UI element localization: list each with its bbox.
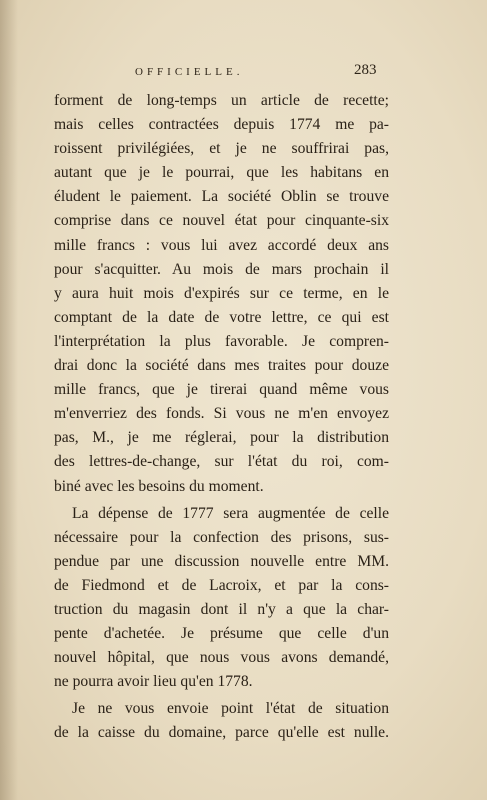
paragraph-first-line: Je ne vous envoie point l'état de situation [72,700,389,718]
text-line: de la caisse du domaine, parce qu'elle est nulle. [54,724,389,742]
text-line: nécessaire pour la confection des prisons, sus- [54,528,389,546]
text-line: comprise dans ce nouvel état pour cinquante-six [54,212,389,230]
text-line: y aura huit mois d'expirés sur ce terme, en le [54,284,389,302]
text-line: drai donc la société dans mes traites pour douze [54,357,389,375]
text-line: pente d'achetée. Je présume que celle d'un [54,625,389,643]
text-line: autant que je le pourrai, que les habitans en [54,164,389,182]
text-line: mille francs, que je tirerai quand même vous [54,381,389,399]
text-line: truction du magasin dont il n'y a que la char- [54,600,389,618]
body-text [54,89,389,746]
text-line: pas, M., je me réglerai, pour la distribution [54,429,389,447]
spine-shadow [0,0,18,800]
running-title: OFFICIELLE. [135,66,244,78]
page-number: 283 [354,62,377,78]
text-line: pendue par une discussion nouvelle entre MM. [54,552,389,570]
text-line: comptant de la date de votre lettre, ce qui est [54,308,389,326]
text-line: pour s'acquitter. Au mois de mars prochain il [54,260,389,278]
text-line: roissent privilégiées, et je ne souffrirai pas, [54,140,389,158]
text-line: mais celles contractées depuis 1774 me pa- [54,116,389,134]
text-line: forment de long-temps un article de recette; [54,92,389,109]
text-line: ne pourra avoir lieu qu'en 1778. [54,673,253,691]
text-line: m'enverriez des fonds. Si vous ne m'en envoyez [54,405,389,423]
text-line: l'interprétation la plus favorable. Je compren- [54,332,389,350]
text-line: nouvel hôpital, que nous vous avons demandé, [54,649,389,667]
text-line: éludent le paiement. La société Oblin se trouve [54,188,389,206]
paragraph-first-line: La dépense de 1777 sera augmentée de celle [72,504,389,522]
text-line: de Fiedmond et de Lacroix, et par la cons- [54,576,389,594]
text-line: des lettres-de-change, sur l'état du roi, com- [54,453,389,471]
text-line: biné avec les besoins du moment. [54,477,264,495]
text-line: mille francs : vous lui avez accordé deux ans [54,236,389,254]
